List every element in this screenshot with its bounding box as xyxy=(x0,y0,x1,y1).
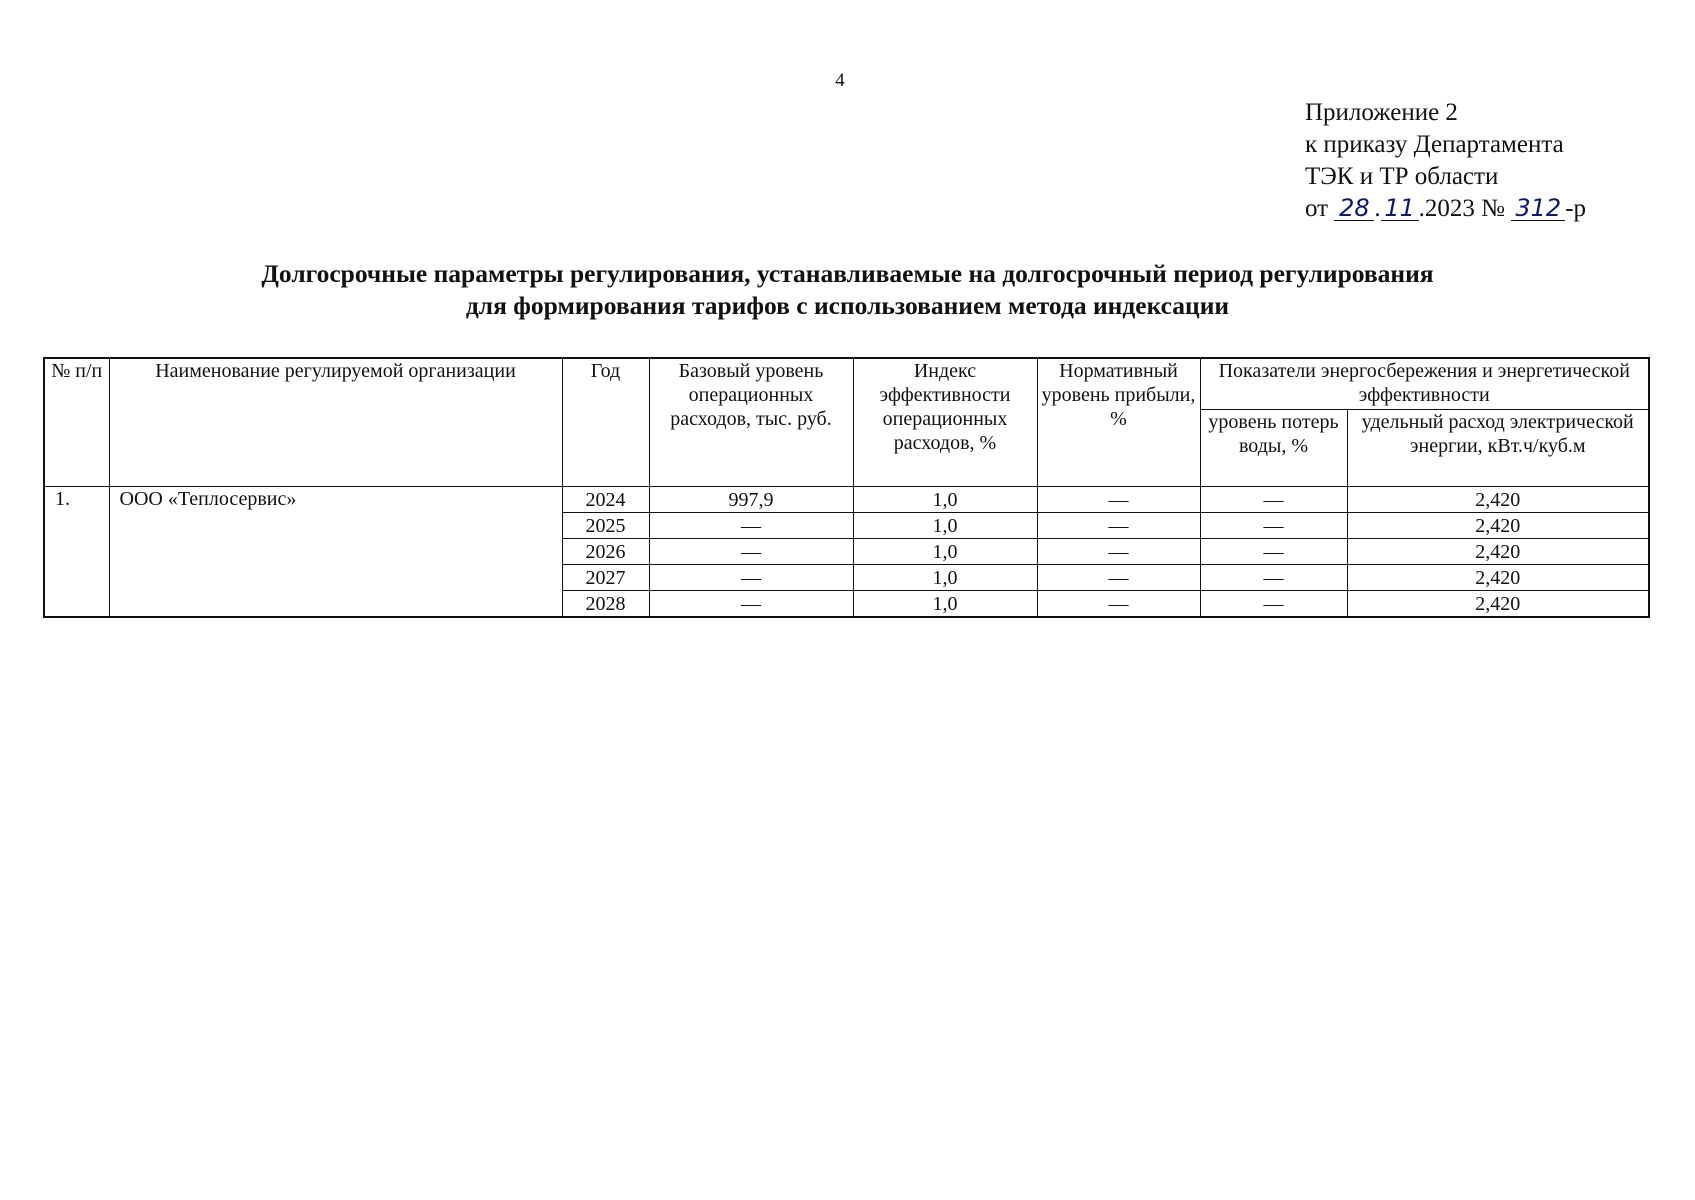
cell-base-level: — xyxy=(649,539,853,565)
cell-electricity: 2,420 xyxy=(1347,539,1649,565)
parameters-table xyxy=(43,357,1650,618)
cell-base-level: — xyxy=(649,591,853,618)
appendix-line-3: ТЭК и ТР области xyxy=(1305,163,1499,190)
cell-base-level: — xyxy=(649,513,853,539)
cell-efficiency-index: 1,0 xyxy=(853,539,1037,565)
cell-electricity: 2,420 xyxy=(1347,591,1649,618)
date-year: .2023 № xyxy=(1418,195,1505,222)
cell-efficiency-index: 1,0 xyxy=(853,513,1037,539)
header-energy-group: Показатели энергосбережения и энергетической эффективности xyxy=(1200,358,1649,410)
appendix-line-2: к приказу Департамента xyxy=(1305,131,1564,158)
cell-efficiency-index: 1,0 xyxy=(853,565,1037,591)
cell-water-loss: — xyxy=(1200,565,1347,591)
header-num: № п/п xyxy=(44,358,109,487)
document-title xyxy=(0,258,1695,322)
header-profit-level: Нормативный уровень прибыли, % xyxy=(1037,358,1200,487)
cell-electricity: 2,420 xyxy=(1347,565,1649,591)
header-electricity: удельный расход электрической энергии, кВт.ч/куб.м xyxy=(1347,410,1649,487)
cell-water-loss: — xyxy=(1200,487,1347,513)
cell-electricity: 2,420 xyxy=(1347,513,1649,539)
appendix-date-line: от 28 . 11 .2023 № 312 -р xyxy=(1305,194,1587,222)
cell-profit-level: — xyxy=(1037,513,1200,539)
cell-base-level: 997,9 xyxy=(649,487,853,513)
cell-electricity: 2,420 xyxy=(1347,487,1649,513)
appendix-block xyxy=(1305,97,1586,225)
cell-water-loss: — xyxy=(1200,591,1347,618)
appendix-line-1: Приложение 2 xyxy=(1305,99,1458,126)
cell-profit-level: — xyxy=(1037,565,1200,591)
page-number: 4 xyxy=(835,70,845,91)
header-year: Год xyxy=(562,358,649,487)
header-efficiency-index: Индекс эффективности операционных расходов, % xyxy=(853,358,1037,487)
cell-row-number: 1. xyxy=(44,487,109,618)
cell-year: 2027 xyxy=(562,565,649,591)
cell-efficiency-index: 1,0 xyxy=(853,591,1037,618)
cell-year: 2028 xyxy=(562,591,649,618)
cell-efficiency-index: 1,0 xyxy=(853,487,1037,513)
handwritten-order-number: 312 xyxy=(1511,196,1565,221)
cell-organization: ООО «Теплосервис» xyxy=(109,487,562,618)
handwritten-month: 11 xyxy=(1381,196,1419,221)
header-organization: Наименование регулируемой организации xyxy=(109,358,562,487)
header-base-level: Базовый уровень операционных расходов, тыс. руб. xyxy=(649,358,853,487)
handwritten-day: 28 xyxy=(1334,196,1374,221)
title-line-1: Долгосрочные параметры регулирования, устанавливаемые на долгосрочный период регулирования xyxy=(261,259,1434,288)
cell-water-loss: — xyxy=(1200,513,1347,539)
cell-year: 2024 xyxy=(562,487,649,513)
header-water-loss: уровень потерь воды, % xyxy=(1200,410,1347,487)
cell-profit-level: — xyxy=(1037,591,1200,618)
cell-base-level: — xyxy=(649,565,853,591)
cell-profit-level: — xyxy=(1037,487,1200,513)
table-row xyxy=(44,487,1649,513)
cell-water-loss: — xyxy=(1200,539,1347,565)
cell-year: 2026 xyxy=(562,539,649,565)
cell-profit-level: — xyxy=(1037,539,1200,565)
title-line-2: для формирования тарифов с использованием метода индексации xyxy=(465,291,1230,320)
cell-year: 2025 xyxy=(562,513,649,539)
order-suffix: -р xyxy=(1565,195,1587,222)
date-prefix: от xyxy=(1305,195,1329,222)
